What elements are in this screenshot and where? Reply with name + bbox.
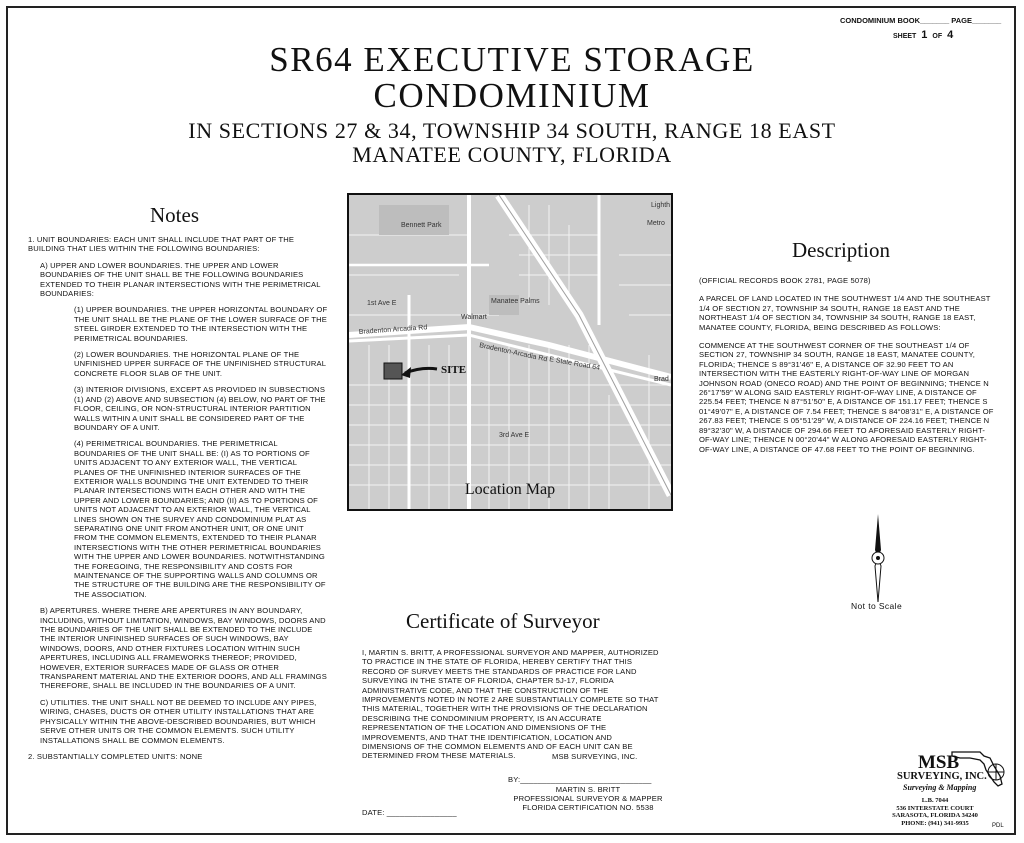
map-label-bradenton-arcadia-rd: Bradenton Arcadia Rd [358, 324, 428, 336]
title-line-1: SR64 EXECUTIVE STORAGE [269, 40, 755, 79]
sheet-label: SHEET [893, 33, 917, 40]
logo-surveying-inc: SURVEYING, INC. [897, 771, 987, 782]
title-line-4: MANATEE COUNTY, FLORIDA [352, 142, 672, 167]
logo-address-2: SARASOTA, FLORIDA 34240 [892, 812, 978, 820]
sheet-of: OF [932, 33, 943, 40]
signature-line: BY:______________________________ [508, 775, 652, 784]
note-1c: C) UTILITIES. THE UNIT SHALL NOT BE DEEMED TO INCLUDE ANY PIPES, WIRING, CHASES, DUCTS OR OTHER UTILITY INSTALLATIONS THAT ARE PHYSICALLY WITHIN THE ABOVE-DESCRIBED BOUNDARIES, BUT WHICH SERVE OTHER UNITS OR THE COMMON ELEMENTS. SUCH UTILITY INSTALLATIONS SHALL BE COMMON ELEMENTS. [40, 697, 317, 745]
title-line-2: CONDOMINIUM [373, 76, 651, 115]
map-label-brad: Brad [654, 376, 669, 383]
map-label-metro: Metro [647, 220, 665, 227]
map-label-walmart: Walmart [461, 314, 487, 321]
north-arrow-icon [866, 512, 890, 604]
logo-msb: MSB [918, 752, 960, 773]
drawn-by-initials: PDL [992, 823, 1004, 829]
note-1a-3: (3) INTERIOR DIVISIONS, EXCEPT AS PROVIDED IN SUBSECTIONS (1) AND (2) ABOVE AND SUBSECTION (4) BELOW, NO PART OF THE FLOOR, CEILING, OR NON-STRUCTURAL INTERIOR PARTITION WALLS WITHIN A UNIT SHALL BE CONSIDERED PART OF THE BOUNDARY OF A UNIT. [74, 385, 326, 432]
condominium-book-line: CONDOMINIUM BOOK_______ PAGE_______ [840, 16, 1002, 25]
location-map [347, 193, 673, 511]
surveyor-name: MARTIN S. BRITT [555, 785, 621, 794]
map-caption: Location Map [464, 481, 556, 498]
surveyor-title: PROFESSIONAL SURVEYOR & MAPPER [513, 794, 663, 803]
notes-heading: Notes [150, 203, 199, 227]
certificate-heading: Certificate of Surveyor [406, 609, 600, 633]
note-1a-1: (1) UPPER BOUNDARIES. THE UPPER HORIZONTAL BOUNDARY OF THE UNIT SHALL BE THE PLANE OF THE LOWER SURFACE OF THE STEEL GIRDER EXTENDED TO THE INTERSECTION WITH THE PERIMETRICAL BOUNDARIES. [74, 305, 328, 343]
surveyor-certification: FLORIDA CERTIFICATION NO. 5538 [522, 803, 654, 812]
description-body [699, 276, 995, 461]
logo-address-1: 536 INTERSTATE COURT [896, 804, 974, 812]
note-1: 1. UNIT BOUNDARIES: EACH UNIT SHALL INCLUDE THAT PART OF THE BUILDING THAT LIES WITHIN THE FOLLOWING BOUNDARIES: [28, 235, 295, 254]
logo-lb: L.B. 7044 [921, 797, 949, 804]
sheet-total: 4 [947, 29, 954, 41]
date-line: DATE: ________________ [362, 808, 457, 817]
map-label-bennett-park: Bennett Park [401, 222, 442, 229]
logo-tagline: Surveying & Mapping [903, 783, 977, 792]
title-line-3: IN SECTIONS 27 & 34, TOWNSHIP 34 SOUTH, RANGE 18 EAST [188, 118, 836, 143]
note-1a-2: (2) LOWER BOUNDARIES. THE HORIZONTAL PLANE OF THE UNFINISHED UPPER SURFACE OF THE UNFINISHED STRUCTURAL CONCRETE FLOOR SLAB OF THE UNIT. [74, 350, 326, 378]
note-1a: A) UPPER AND LOWER BOUNDARIES. THE UPPER AND LOWER BOUNDARIES OF THE UNIT SHALL BE THE FOLLOWING BOUNDARIES EXTENDED TO THEIR PLANAR INTERSECTIONS WITH THE PERIMETRICAL BOUNDARIES: [40, 260, 321, 299]
note-2: 2. SUBSTANTIALLY COMPLETED UNITS: NONE [28, 751, 203, 761]
map-label-3rd-ave: 3rd Ave E [499, 432, 530, 439]
description-records: (OFFICIAL RECORDS BOOK 2781, PAGE 5078) [699, 276, 871, 285]
note-1b: B) APERTURES. WHERE THERE ARE APERTURES IN ANY BOUNDARY, INCLUDING, WITHOUT LIMITATION, WINDOWS, BAY WINDOWS, DOORS AND THE BOUNDARIES OF THE UNIT SHALL BE EXTENDED TO THE INCLUDE THE INTERIOR UNFINISHED SURFACES OF SUCH WINDOWS, BAY WINDOWS, DOORS, AND OTHER FIXTURES LOCATION WITHIN SUCH APERTURES, INCLUDING ALL FRAMEWORKS THEREOF; PROVIDED, HOWEVER, EXTERIOR SURFACES MADE OF GLASS OR OTHER TRANSPARENT MATERIAL AND THE EXTERIOR DOORS, AND ALL FRAMINGS THEREFORE, SHALL BE INCLUDED IN THE BOUNDARIES OF A UNIT. [40, 606, 327, 691]
map-label-1st-ave: 1st Ave E [367, 300, 397, 307]
sheet-num: 1 [921, 29, 928, 41]
notes-body [28, 235, 328, 768]
note-1a-4: (4) PERIMETRICAL BOUNDARIES. THE PERIMETRICAL BOUNDARIES OF THE UNIT SHALL BE: (I) AS TO PORTIONS OF UNITS ADJACENT TO ANY EXTERIOR WALL, THE VERTICAL PLANES OF THE UNFINISHED INTERIOR SURFACES OF THE EXTERIOR WALLS BOUNDING THE UNIT EXTENDED TO THEIR PLANAR INTERSECTIONS WITH EACH OTHER AND WITH THE UPPER AND LOWER BOUNDARIES; AND (II) AS TO PORTIONS OF UNITS NOT ADJACENT TO AN EXTERIOR WALL, THE VERTICAL LINES SHOWN ON THE SURVEY AND CONDOMINIUM PLAT AS SEPARATING ONE UNIT FROM ANOTHER UNIT, OR ONE UNIT FROM THE COMMON ELEMENTS, EXTENDED TO THEIR PLANAR INTERSECTIONS WITH THE OTHER PERIMETRICAL BOUNDARIES WITH THE UPPER AND LOWER BOUNDARIES. NOTWITHSTANDING THE FOREGOING, THE RESPONSIBILITY AND COSTS FOR MAINTENANCE OF THE SUPPORTING WALLS AND COLUMNS OR THE STRUCTURE OF THE BUILDING ARE THE RESPONSIBILITY OF THE ASSOCIATION. [74, 439, 326, 599]
certificate-company: MSB SURVEYING, INC. [552, 752, 638, 761]
location-map-graphic [349, 195, 671, 509]
description-parcel: A PARCEL OF LAND LOCATED IN THE SOUTHWEST 1/4 AND THE SOUTHEAST 1/4 OF SECTION 27, TOWNSHIP 34 SOUTH, RANGE 18 EAST AND THE NORTHEAST 1/4 OF SECTION 34, TOWNSHIP 34 SOUTH, RANGE 18 EAST, MANATEE COUNTY, FLORIDA, BEING DESCRIBED AS FOLLOWS: [699, 294, 991, 332]
map-label-bradenton-arcadia-rd-2: Bradenton-Arcadia Rd [478, 342, 548, 364]
logo-phone: PHONE: (941) 341-9935 [901, 819, 969, 827]
not-to-scale-label: Not to Scale [851, 601, 903, 611]
map-label-e-state-road-64: E State Road 64 [548, 356, 601, 372]
description-heading: Description [792, 238, 890, 262]
surveyor-block [508, 785, 668, 812]
map-label-manatee-palms: Manatee Palms [491, 298, 540, 305]
logo-address-block [890, 797, 980, 827]
description-bearings: COMMENCE AT THE SOUTHWEST CORNER OF THE SOUTHEAST 1/4 OF SECTION 27, TOWNSHIP 34 SOUTH, RANGE 18 EAST, MANATEE COUNTY, FLORIDA; THENCE S 89°31'46" E, A DISTANCE OF 32.90 FEET TO AN INTERSECTION WITH THE EASTERLY RIGHT-OF-WAY LINE OF MORGAN JOHNSON ROAD (ONECO ROAD) AND THE POINT OF BEGINNING; THENCE N 26°17'59" W ALONG SAID EASTERLY RIGHT-OF-WAY LINE, A DISTANCE OF 225.54 FEET; THENCE N 87°51'50" E, A DISTANCE OF 151.17 FEET; THENCE S 01°49'07" E, A DISTANCE OF 7.54 FEET; THENCE S 84°08'31" E, A DISTANCE OF 267.83 FEET; THENCE S 05°51'29" W, A DISTANCE OF 224.16 FEET; THENCE N 89°32'30" W, A DISTANCE OF 294.66 FEET TO AFORESAID EASTERLY RIGHT-OF-WAY LINE; THENCE N 00°20'44" W ALONG AFORESAID EASTERLY RIGHT-OF-WAY LINE, A DISTANCE OF 47.68 FEET TO THE POINT OF BEGINNING. [699, 341, 994, 454]
certificate-body: I, MARTIN S. BRITT, A PROFESSIONAL SURVEYOR AND MAPPER, AUTHORIZED TO PRACTICE IN THE STATE OF FLORIDA, HEREBY CERTIFY THAT THIS RECORD OF SURVEY MEETS THE STANDARDS OF PRACTICE FOR LAND SURVEYING IN THE STATE OF FLORIDA, CHAPTER 5J-17, FLORIDA ADMINISTRATIVE CODE, AND THAT THE CONSTRUCTION OF THE IMPROVEMENTS NOTED IN NOTE 2 ARE SUBSTANTIALLY COMPLETE SO THAT THIS MATERIAL, TOGETHER WITH THE PROVISIONS OF THE DECLARATION DESCRIBING THE CONDOMINIUM PROPERTY, IS AN ACCURATE REPRESENTATION OF THE LOCATION AND DIMENSIONS OF THE IMPROVEMENTS, AND THAT THE IDENTIFICATION, LOCATION AND DIMENSIONS OF THE COMMON ELEMENTS AND OF EACH UNIT CAN BE DETERMINED FROM THESE MATERIALS. [362, 648, 659, 761]
map-site-label: SITE [441, 364, 467, 376]
map-label-lighthouse: Lighth [651, 202, 671, 209]
